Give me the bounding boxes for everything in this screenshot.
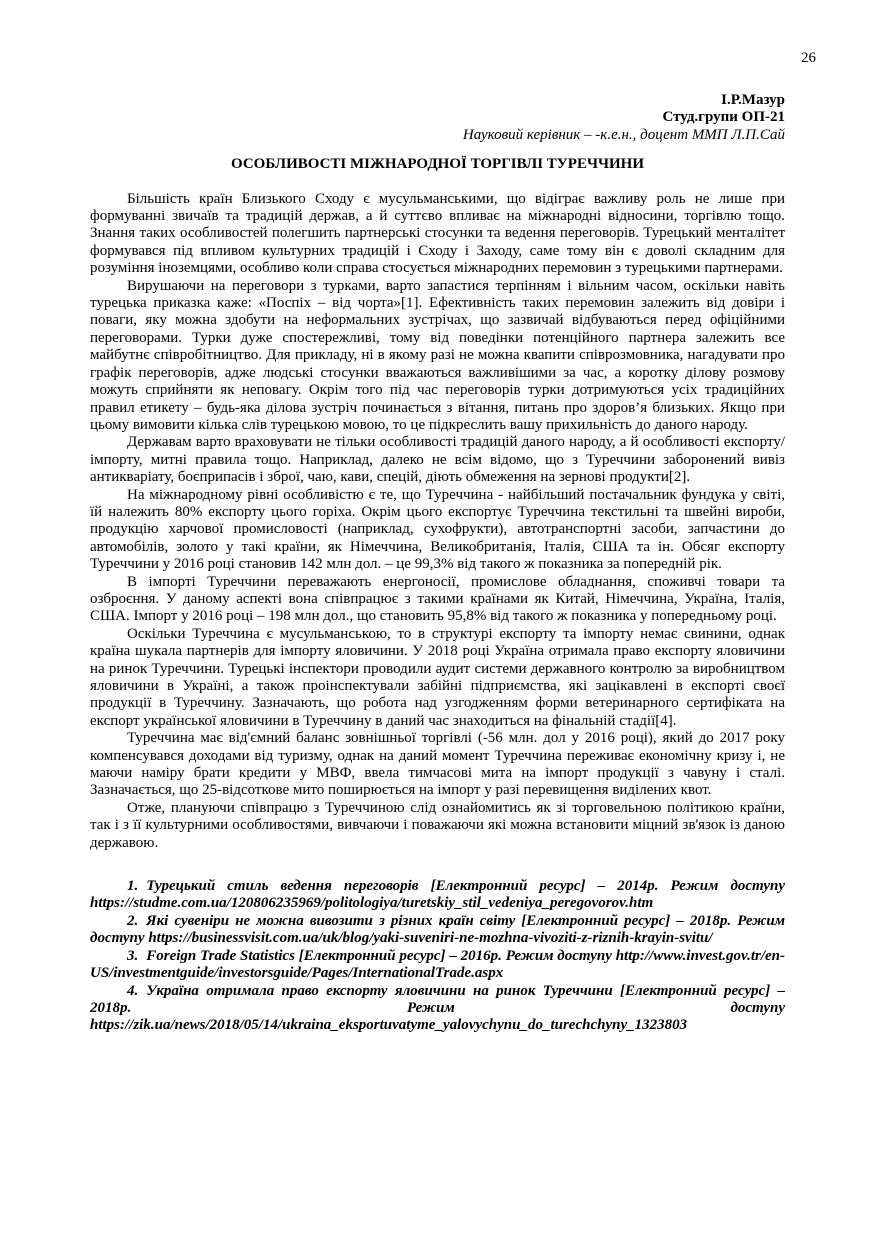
body-paragraph-8: Отже, плануючи співпрацю з Туреччиною слід ознайомитись як зі торговельною політикою країни, так і з її культурними особливостями, вивчаючи і поважаючи які можна встановити міцний зв'язок із даною державою. <box>90 799 785 851</box>
page-number: 26 <box>801 50 816 66</box>
body-paragraph-4: На міжнародному рівні особливістю є те, що Туреччина - найбільший постачальник фундука у світі, їй належить 80% експорту цього горіха. Окрім цього експортує Туреччина текстильні та швейні вироби, продукцію харчової промисловості (наприклад, сухофрукти), автотранспортні засоби, запчастини до автомобілів, золото у такі країни, як Німеччина, Великобританія, Італія, США та ін. Обсяг експорту Туреччини у 2016 році становив 142 млн дол. – це 99,3% від такого ж показника за попередній рік. <box>90 486 785 573</box>
reference-url: https://studme.com.ua/120806235969/politologiya/turetskiy_stil_vedeniya_peregovorov.htm <box>90 895 654 912</box>
page-title: ОСОБЛИВОСТІ МІЖНАРОДНОЇ ТОРГІВЛІ ТУРЕЧЧИНИ <box>231 156 644 173</box>
author-group: Студ.групи ОП-21 <box>662 109 785 126</box>
references-section <box>90 878 785 1035</box>
body-paragraph-5: В імпорті Туреччини переважають енергоносії, промислове обладнання, споживчі товари та озброєння. У даному аспекті вона співпрацює з такими країнами як Китай, Німеччина, Україна, Італія, США. Імпорт у 2016 році – 198 млн дол., що становить 95,8% від такого ж показника у попередньому році. <box>90 573 785 625</box>
supervisor-line: Науковий керівник – -к.е.н., доцент ММП Л.П.Сай <box>462 126 785 143</box>
reference-item <box>90 983 785 1035</box>
reference-url: https://zik.ua/news/2018/05/14/ukraina_eksportuvatyme_yalovychynu_do_turechchyny_1323803 <box>90 1017 688 1034</box>
reference-text: Україна отримала право експорту яловичини на ринок Туреччини [Електронний ресурс] – 2018р. Режим доступу <box>90 982 785 1016</box>
reference-number: 2. <box>127 912 139 929</box>
reference-number: 1. <box>127 878 139 895</box>
reference-url: http://www.invest.gov.tr/en-US/investmentguide/investorsguide/Pages/InternationalTrade.aspx <box>90 947 786 982</box>
author-name: І.Р.Мазур <box>721 92 785 108</box>
reference-url: https://businessvisit.com.ua/uk/blog/yaki-suveniri-ne-mozhna-vivoziti-z-riznih-krayin-svitu/ <box>148 930 713 947</box>
reference-number: 4. <box>127 982 139 999</box>
body-paragraph-1: Більшість країн Близького Сходу є мусульманськими, що відіграє важливу роль не лише при формуванні звичаїв та традицій держав, а й суттєво впливає на міжнародні відносини, торгівлю тощо. Знання таких особливостей полегшить партнерські стосунки та ведення переговорів. Турецький менталітет формувався під впливом культурних традицій і Сходу і Заходу, саме тому він є доволі складним для розуміння іноземцями, особливо коли справа стосується міжнародних перемовин з турецькими партнерами. <box>90 190 785 277</box>
reference-text: Які сувеніри не можна вивозити з різних країн світу [Електронний ресурс] – 2018р. Режим доступу <box>90 912 785 947</box>
byline-block <box>90 0 785 144</box>
reference-text: Турецький стиль ведення переговорів [Електронний ресурс] – 2014р. Режим доступу <box>146 878 785 895</box>
reference-item <box>90 878 785 913</box>
body-paragraph-7: Туреччина має від'ємний баланс зовнішньої торгівлі (-56 млн. дол у 2016 році), який до 2017 року компенсувався доходами від туризму, однак на даний момент Туреччина переживає економічну кризу і, не маючи наміру брати кредити у МВФ, ввела тимчасові мита на імпорт продукції з чавуну і сталі. Зазначається, що 25-відсоткове мито поширюється на імпорт у разі перевищення виділених квот. <box>90 730 785 799</box>
reference-item <box>90 948 785 983</box>
reference-number: 3. <box>127 947 139 964</box>
body-paragraph-3: Державам варто враховувати не тільки особливості традицій даного народу, а й особливості експорту/імпорту, митні правила тощо. Наприклад, далеко не всім відомо, що з Туреччини заборонений вивіз антикваріату, боєприпасів і зброї, чаю, кави, спецій, діють обмеження на зернові продукти[2]. <box>90 434 785 486</box>
reference-text: Foreign Trade Statistics [Електронний ресурс] – 2016р. Режим доступу <box>146 947 612 964</box>
reference-item <box>90 913 785 948</box>
body-paragraph-2: Вирушаючи на переговори з турками, варто запастися терпінням і вільним часом, оскільки навіть турецька приказка каже: «Поспіх – від чорта»[1]. Ефективність таких перемовин залежить від довіри і поваги, яку можна здобути на неформальних зустрічах, що зазвичай відбуваються перед офіційними переговорами. Турки дуже спостережливі, тому від поведінки потенційного партнера залежить все майбутнє співробітництво. Для прикладу, ні в якому разі не можна квапити співрозмовника, нагадувати про графік переговорів, адже людські стосунки вважаються важливішими за час, а коротку ділову розмову можуть сприйняти як неповагу. Окрім того під час переговорів турки дотримуються усіх традиційних правил етикету – будь-яка ділова зустріч починається з вітання, питань про здоров’я близьких. Якщо при цьому вимовити кілька слів турецькою мовою, то це підкреслить вашу прихильність до даного народу. <box>90 277 785 433</box>
document-body <box>90 191 785 852</box>
body-paragraph-6: Оскільки Туреччина є мусульманською, то в структурі експорту та імпорту немає свинини, однак країна шукала партнерів для імпорту яловичини. У 2018 році Україна отримала право експорту яловичини на ринок Туреччини. Турецькі інспектори проводили аудит системи державного контролю за виробництвом яловичини в Україні, а також проінспектували забійні підприємства, які зацікавлені в експорті своєї продукції в Туреччину. Зазначають, що робота над узгодженням форми ветеринарного сертифіката на експорт української яловичини в Туреччину в даний час знаходиться на фінальній стадії[4]. <box>90 625 785 729</box>
